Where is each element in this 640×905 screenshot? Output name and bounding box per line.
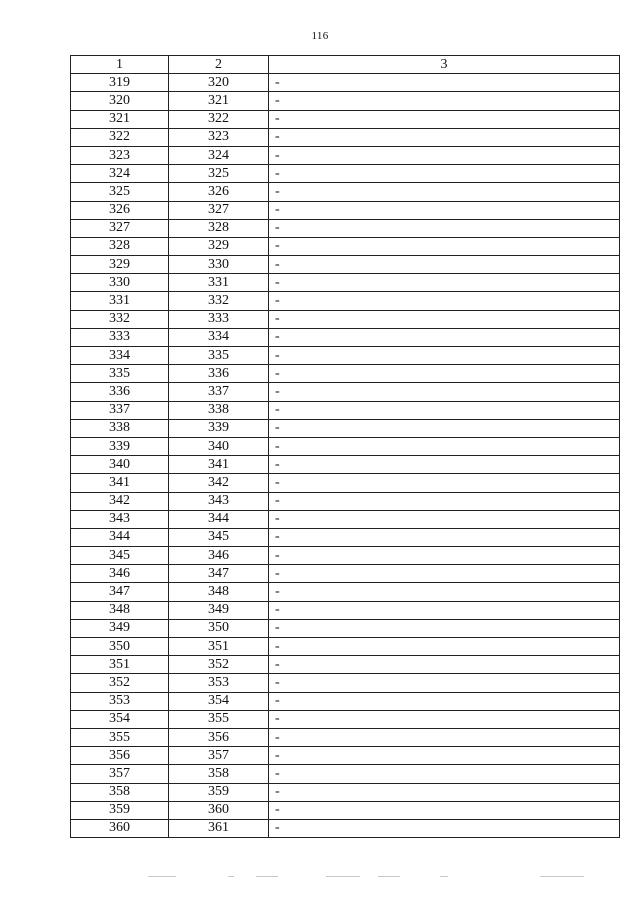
cell-col-2: 360	[169, 801, 269, 819]
cell-col-1: 356	[71, 747, 169, 765]
cell-col-3: -	[269, 565, 620, 583]
cell-col-2: 339	[169, 419, 269, 437]
table-row	[71, 183, 620, 201]
table-row	[71, 274, 620, 292]
table-row	[71, 692, 620, 710]
cell-col-2: 341	[169, 456, 269, 474]
table-row	[71, 474, 620, 492]
cell-col-3: -	[269, 437, 620, 455]
cell-col-3: -	[269, 110, 620, 128]
cell-col-1: 358	[71, 783, 169, 801]
cell-col-1: 342	[71, 492, 169, 510]
cell-col-3: -	[269, 165, 620, 183]
cell-col-1: 344	[71, 528, 169, 546]
cell-col-3: -	[269, 619, 620, 637]
cell-col-1: 348	[71, 601, 169, 619]
cell-col-2: 327	[169, 201, 269, 219]
header-row	[71, 56, 620, 74]
cell-col-1: 333	[71, 328, 169, 346]
cell-col-3: -	[269, 492, 620, 510]
cell-col-2: 333	[169, 310, 269, 328]
cell-col-2: 330	[169, 256, 269, 274]
page-number: 116	[311, 30, 329, 42]
cell-col-2: 320	[169, 74, 269, 92]
cell-col-2: 336	[169, 365, 269, 383]
cell-col-3: -	[269, 274, 620, 292]
cell-col-3: -	[269, 510, 620, 528]
table-row	[71, 765, 620, 783]
cell-col-1: 327	[71, 219, 169, 237]
table-row	[71, 437, 620, 455]
cell-col-3: -	[269, 256, 620, 274]
cell-col-1: 326	[71, 201, 169, 219]
column-header-1: 1	[71, 56, 169, 74]
cell-col-2: 348	[169, 583, 269, 601]
cell-col-2: 343	[169, 492, 269, 510]
cell-col-2: 324	[169, 146, 269, 164]
cell-col-1: 352	[71, 674, 169, 692]
table-row	[71, 674, 620, 692]
cell-col-2: 344	[169, 510, 269, 528]
cell-col-3: -	[269, 128, 620, 146]
cell-col-3: -	[269, 456, 620, 474]
cell-col-3: -	[269, 310, 620, 328]
cell-col-2: 350	[169, 619, 269, 637]
cell-col-3: -	[269, 583, 620, 601]
cell-col-1: 319	[71, 74, 169, 92]
cell-col-2: 329	[169, 237, 269, 255]
cell-col-3: -	[269, 601, 620, 619]
cell-col-1: 349	[71, 619, 169, 637]
cell-col-3: -	[269, 292, 620, 310]
table-row	[71, 347, 620, 365]
column-header-2: 2	[169, 56, 269, 74]
table-row	[71, 219, 620, 237]
cell-col-2: 359	[169, 783, 269, 801]
cell-col-1: 325	[71, 183, 169, 201]
data-table	[70, 55, 620, 838]
cell-col-3: -	[269, 74, 620, 92]
cell-col-3: -	[269, 183, 620, 201]
cell-col-3: -	[269, 347, 620, 365]
table-row	[71, 256, 620, 274]
table-row	[71, 310, 620, 328]
table-row	[71, 401, 620, 419]
cell-col-3: -	[269, 819, 620, 837]
table-row	[71, 328, 620, 346]
cell-col-3: -	[269, 728, 620, 746]
cell-col-1: 330	[71, 274, 169, 292]
cell-col-1: 340	[71, 456, 169, 474]
cell-col-2: 349	[169, 601, 269, 619]
table-row	[71, 710, 620, 728]
cell-col-1: 360	[71, 819, 169, 837]
cell-col-2: 326	[169, 183, 269, 201]
cell-col-1: 332	[71, 310, 169, 328]
cell-col-1: 341	[71, 474, 169, 492]
table-row	[71, 601, 620, 619]
cell-col-1: 357	[71, 765, 169, 783]
table-row	[71, 110, 620, 128]
cell-col-3: -	[269, 419, 620, 437]
table-row	[71, 74, 620, 92]
cell-col-2: 352	[169, 656, 269, 674]
table-row	[71, 783, 620, 801]
cell-col-1: 354	[71, 710, 169, 728]
cell-col-2: 358	[169, 765, 269, 783]
table-row	[71, 419, 620, 437]
table-row	[71, 292, 620, 310]
table-row	[71, 383, 620, 401]
table-row	[71, 146, 620, 164]
cell-col-2: 340	[169, 437, 269, 455]
cell-col-1: 353	[71, 692, 169, 710]
cell-col-1: 329	[71, 256, 169, 274]
cell-col-3: -	[269, 547, 620, 565]
cell-col-1: 334	[71, 347, 169, 365]
cell-col-1: 322	[71, 128, 169, 146]
cell-col-3: -	[269, 710, 620, 728]
table-row	[71, 92, 620, 110]
table-row	[71, 365, 620, 383]
table-row	[71, 547, 620, 565]
table-row	[71, 728, 620, 746]
cell-col-3: -	[269, 692, 620, 710]
cell-col-2: 347	[169, 565, 269, 583]
table-row	[71, 456, 620, 474]
cell-col-2: 357	[169, 747, 269, 765]
cell-col-3: -	[269, 219, 620, 237]
table-row	[71, 201, 620, 219]
cell-col-1: 345	[71, 547, 169, 565]
cell-col-3: -	[269, 638, 620, 656]
cell-col-1: 331	[71, 292, 169, 310]
cell-col-2: 353	[169, 674, 269, 692]
cell-col-1: 351	[71, 656, 169, 674]
cell-col-2: 325	[169, 165, 269, 183]
cell-col-3: -	[269, 656, 620, 674]
cell-col-2: 337	[169, 383, 269, 401]
table-row	[71, 619, 620, 637]
cell-col-2: 322	[169, 110, 269, 128]
cell-col-2: 361	[169, 819, 269, 837]
cell-col-2: 351	[169, 638, 269, 656]
table-row	[71, 510, 620, 528]
cell-col-1: 320	[71, 92, 169, 110]
cell-col-3: -	[269, 237, 620, 255]
cell-col-3: -	[269, 383, 620, 401]
table-row	[71, 128, 620, 146]
cell-col-1: 323	[71, 146, 169, 164]
cell-col-1: 359	[71, 801, 169, 819]
cell-col-1: 347	[71, 583, 169, 601]
cell-col-1: 335	[71, 365, 169, 383]
cell-col-2: 342	[169, 474, 269, 492]
table-row	[71, 565, 620, 583]
cell-col-3: -	[269, 201, 620, 219]
cell-col-2: 332	[169, 292, 269, 310]
scan-artifact-marks	[0, 876, 640, 880]
cell-col-2: 334	[169, 328, 269, 346]
cell-col-3: -	[269, 474, 620, 492]
table-row	[71, 819, 620, 837]
cell-col-2: 356	[169, 728, 269, 746]
cell-col-2: 345	[169, 528, 269, 546]
cell-col-1: 328	[71, 237, 169, 255]
cell-col-1: 338	[71, 419, 169, 437]
cell-col-2: 346	[169, 547, 269, 565]
cell-col-2: 355	[169, 710, 269, 728]
cell-col-3: -	[269, 801, 620, 819]
cell-col-1: 350	[71, 638, 169, 656]
cell-col-1: 343	[71, 510, 169, 528]
column-header-3: 3	[269, 56, 620, 74]
cell-col-3: -	[269, 328, 620, 346]
table-body	[71, 74, 620, 838]
cell-col-3: -	[269, 783, 620, 801]
cell-col-3: -	[269, 765, 620, 783]
cell-col-3: -	[269, 92, 620, 110]
cell-col-1: 346	[71, 565, 169, 583]
table-row	[71, 638, 620, 656]
cell-col-1: 321	[71, 110, 169, 128]
cell-col-2: 328	[169, 219, 269, 237]
cell-col-2: 338	[169, 401, 269, 419]
cell-col-2: 323	[169, 128, 269, 146]
cell-col-1: 324	[71, 165, 169, 183]
cell-col-1: 339	[71, 437, 169, 455]
cell-col-1: 336	[71, 383, 169, 401]
cell-col-2: 331	[169, 274, 269, 292]
cell-col-3: -	[269, 146, 620, 164]
table-row	[71, 528, 620, 546]
cell-col-3: -	[269, 365, 620, 383]
cell-col-3: -	[269, 401, 620, 419]
table-header	[71, 56, 620, 74]
table-row	[71, 492, 620, 510]
cell-col-3: -	[269, 528, 620, 546]
cell-col-2: 321	[169, 92, 269, 110]
table-row	[71, 747, 620, 765]
cell-col-1: 355	[71, 728, 169, 746]
table-row	[71, 583, 620, 601]
table-row	[71, 165, 620, 183]
cell-col-2: 354	[169, 692, 269, 710]
table-row	[71, 801, 620, 819]
cell-col-2: 335	[169, 347, 269, 365]
cell-col-1: 337	[71, 401, 169, 419]
cell-col-3: -	[269, 674, 620, 692]
cell-col-3: -	[269, 747, 620, 765]
table-row	[71, 237, 620, 255]
table-row	[71, 656, 620, 674]
